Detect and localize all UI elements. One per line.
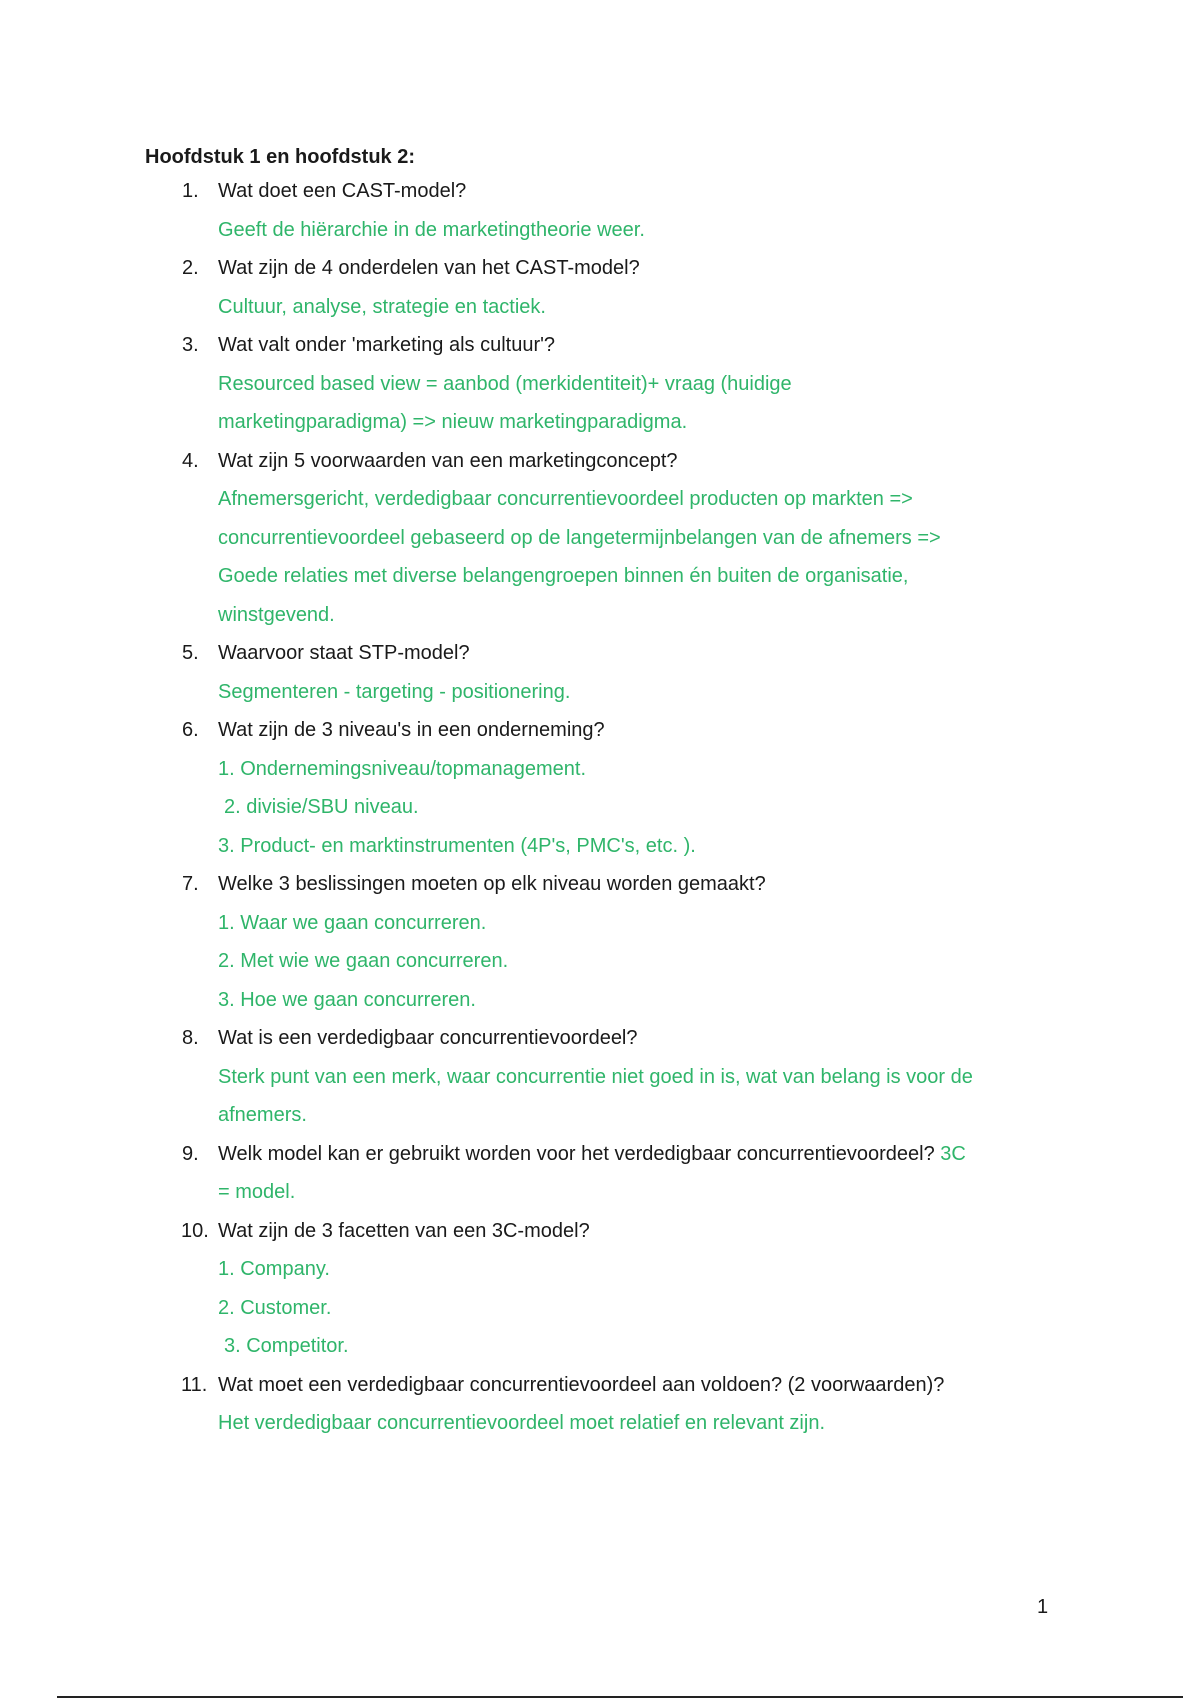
question-text: Wat zijn 5 voorwaarden van een marketingconcept? bbox=[218, 449, 678, 472]
answer-line: Cultuur, analyse, strategie en tactiek. bbox=[218, 295, 546, 318]
question-list bbox=[145, 172, 1075, 1443]
question-number: 3. bbox=[182, 334, 199, 356]
answer-line: 2. Customer. bbox=[218, 1296, 332, 1319]
answer-line: afnemers. bbox=[218, 1104, 307, 1126]
question-text bbox=[218, 1135, 1075, 1174]
answer-line: Resourced based view = aanbod (merkidentiteit)+ vraag (huidige bbox=[218, 372, 792, 395]
chapter-heading: Hoofdstuk 1 en hoofdstuk 2: bbox=[145, 146, 415, 168]
question-item-6 bbox=[145, 711, 1075, 865]
footer-divider bbox=[57, 1696, 1183, 1698]
answer-line: 2. divisie/SBU niveau. bbox=[224, 796, 419, 818]
answer-line: 3. Product- en marktinstrumenten (4P's, PMC's, etc. ). bbox=[218, 834, 696, 857]
inline-answer: 3C bbox=[940, 1142, 966, 1165]
answer-line: marketingparadigma) => nieuw marketingparadigma. bbox=[218, 411, 688, 433]
question-number: 1. bbox=[182, 180, 199, 202]
question-item-2 bbox=[145, 249, 1075, 326]
question-item-7 bbox=[145, 865, 1075, 1019]
page-number: 1 bbox=[1037, 1596, 1049, 1618]
question-number: 11. bbox=[181, 1373, 208, 1396]
question-number: 8. bbox=[182, 1027, 199, 1049]
answer-line: 1. Ondernemingsniveau/topmanagement. bbox=[218, 757, 587, 780]
question-item-9 bbox=[145, 1135, 1075, 1212]
answer-line: Afnemersgericht, verdedigbaar concurrentievoordeel producten op markten => bbox=[218, 488, 913, 510]
answer-line: 1. Waar we gaan concurreren. bbox=[218, 911, 487, 934]
question-item-3 bbox=[145, 326, 1075, 442]
question-text: Wat doet een CAST-model? bbox=[218, 180, 467, 202]
answer-line: = model. bbox=[218, 1181, 296, 1203]
answer-line: 3. Competitor. bbox=[224, 1335, 349, 1357]
question-item-8 bbox=[145, 1019, 1075, 1135]
question-item-10 bbox=[145, 1212, 1075, 1366]
question-text-main: Welk model kan er gebruikt worden voor het verdedigbaar concurrentievoordeel? bbox=[218, 1142, 935, 1165]
answer-line: Segmenteren - targeting - positionering. bbox=[218, 680, 571, 703]
question-number: 10. bbox=[181, 1219, 209, 1242]
question-text: Waarvoor staat STP-model? bbox=[218, 642, 470, 664]
answer-line: Goede relaties met diverse belangengroepen binnen én buiten de organisatie, bbox=[218, 565, 909, 587]
question-text: Wat valt onder 'marketing als cultuur'? bbox=[218, 334, 556, 356]
question-number: 6. bbox=[182, 719, 199, 741]
question-text: Wat is een verdedigbaar concurrentievoordeel? bbox=[218, 1027, 638, 1049]
answer-line: concurrentievoordeel gebaseerd op de langetermijnbelangen van de afnemers => bbox=[218, 526, 941, 549]
answer-line: Het verdedigbaar concurrentievoordeel moet relatief en relevant zijn. bbox=[218, 1412, 826, 1434]
question-text: Wat zijn de 3 niveau's in een onderneming? bbox=[218, 719, 605, 741]
question-number: 9. bbox=[182, 1142, 199, 1165]
document-page bbox=[145, 142, 1075, 1443]
question-number: 2. bbox=[182, 257, 199, 279]
question-item-4 bbox=[145, 442, 1075, 635]
question-text: Wat moet een verdedigbaar concurrentievoordeel aan voldoen? (2 voorwaarden)? bbox=[218, 1373, 945, 1396]
question-number: 5. bbox=[182, 642, 199, 664]
question-number: 4. bbox=[182, 449, 199, 472]
question-text: Wat zijn de 4 onderdelen van het CAST-model? bbox=[218, 257, 640, 279]
question-text: Welke 3 beslissingen moeten op elk niveau worden gemaakt? bbox=[218, 873, 766, 895]
answer-line: 3. Hoe we gaan concurreren. bbox=[218, 988, 476, 1011]
question-item-5 bbox=[145, 634, 1075, 711]
answer-line: winstgevend. bbox=[218, 603, 335, 626]
answer-line: 2. Met wie we gaan concurreren. bbox=[218, 950, 509, 972]
answer-line: 1. Company. bbox=[218, 1258, 330, 1280]
question-item-11 bbox=[145, 1366, 1075, 1443]
question-text: Wat zijn de 3 facetten van een 3C-model? bbox=[218, 1219, 590, 1242]
question-number: 7. bbox=[182, 873, 199, 895]
answer-line: Geeft de hiërarchie in de marketingtheorie weer. bbox=[218, 218, 645, 241]
answer-line: Sterk punt van een merk, waar concurrentie niet goed in is, wat van belang is voor de bbox=[218, 1065, 973, 1088]
question-item-1 bbox=[145, 172, 1075, 249]
